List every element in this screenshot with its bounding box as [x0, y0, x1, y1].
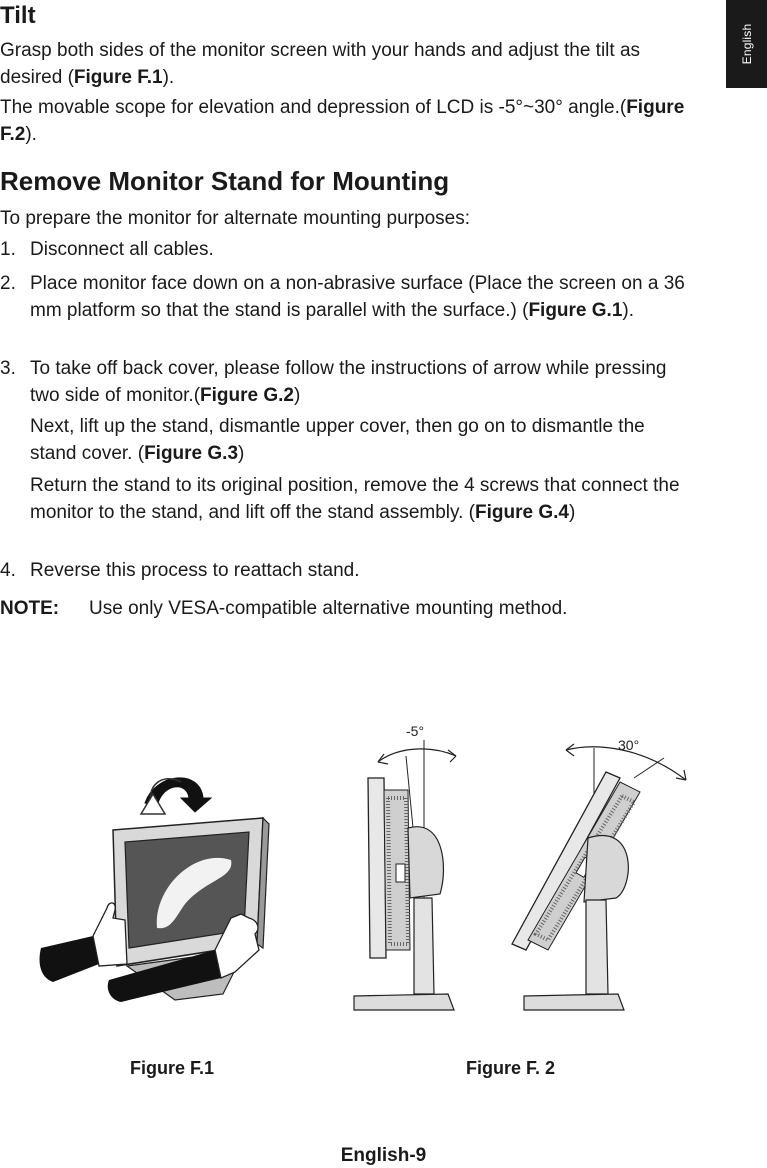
step-2: [0, 271, 690, 324]
note-label: NOTE:: [0, 598, 60, 619]
step-3-return: Return the stand to its original position, remove the 4 screws that connect the monitor to the stand, and lift off the stand assembly. (Figure G.4): [30, 475, 680, 523]
step-number: 1.: [0, 239, 16, 260]
figure-f2-caption: Figure F. 2: [466, 1058, 556, 1078]
step-text: Reverse this process to reattach stand.: [30, 560, 360, 581]
page-number: English-9: [340, 1145, 427, 1166]
step-text: Place monitor face down on a non-abrasive surface (Place the screen on a 36 mm platform so that the stand is parallel with the surface.) (Figure G.1).: [30, 273, 685, 321]
figure-f1-caption: Figure F.1: [130, 1058, 215, 1078]
figure-f1-illustration: [35, 768, 275, 1008]
tilt-paragraph-1: Grasp both sides of the monitor screen with your hands and adjust the tilt as desired (Figure F.1).: [0, 40, 641, 88]
tilt-heading: Tilt: [0, 2, 36, 29]
step-3-next: Next, lift up the stand, dismantle upper cover, then go on to dismantle the stand cover. (Figure G.3): [30, 416, 645, 464]
figure-ref-g3: Figure G.3: [144, 442, 239, 464]
tilt-paragraph-2: The movable scope for elevation and depression of LCD is -5°~30° angle.(Figure F.2).: [0, 97, 685, 145]
remove-stand-heading: Remove Monitor Stand for Mounting: [0, 166, 450, 196]
language-tab: [726, 0, 767, 88]
note-text: Use only VESA-compatible alternative mounting method.: [89, 598, 568, 619]
angle-plus-label: 30°: [618, 737, 640, 753]
language-tab-label: English: [739, 23, 754, 65]
figure-ref-g2: Figure G.2: [200, 384, 294, 406]
angle-minus-label: -5°: [406, 723, 425, 739]
figure-ref-g1: Figure G.1: [528, 299, 623, 321]
step-number: 3.: [0, 358, 16, 379]
step-text: To take off back cover, please follow the instructions of arrow while pressing two side of monitor.(Figure G.2): [30, 358, 667, 406]
step-number: 2.: [0, 273, 16, 294]
step-text: Disconnect all cables.: [30, 239, 214, 260]
remove-intro: To prepare the monitor for alternate mounting purposes:: [0, 208, 470, 229]
figure-ref-f1: Figure F.1: [73, 66, 163, 88]
step-3: [0, 356, 690, 409]
step-4: [0, 558, 690, 585]
figure-ref-f2: Figure F.2: [0, 97, 685, 145]
step-1: [0, 237, 690, 264]
figure-ref-g4: Figure G.4: [474, 501, 569, 523]
figure-f2-illustration: [348, 718, 700, 1018]
step-number: 4.: [0, 560, 16, 581]
